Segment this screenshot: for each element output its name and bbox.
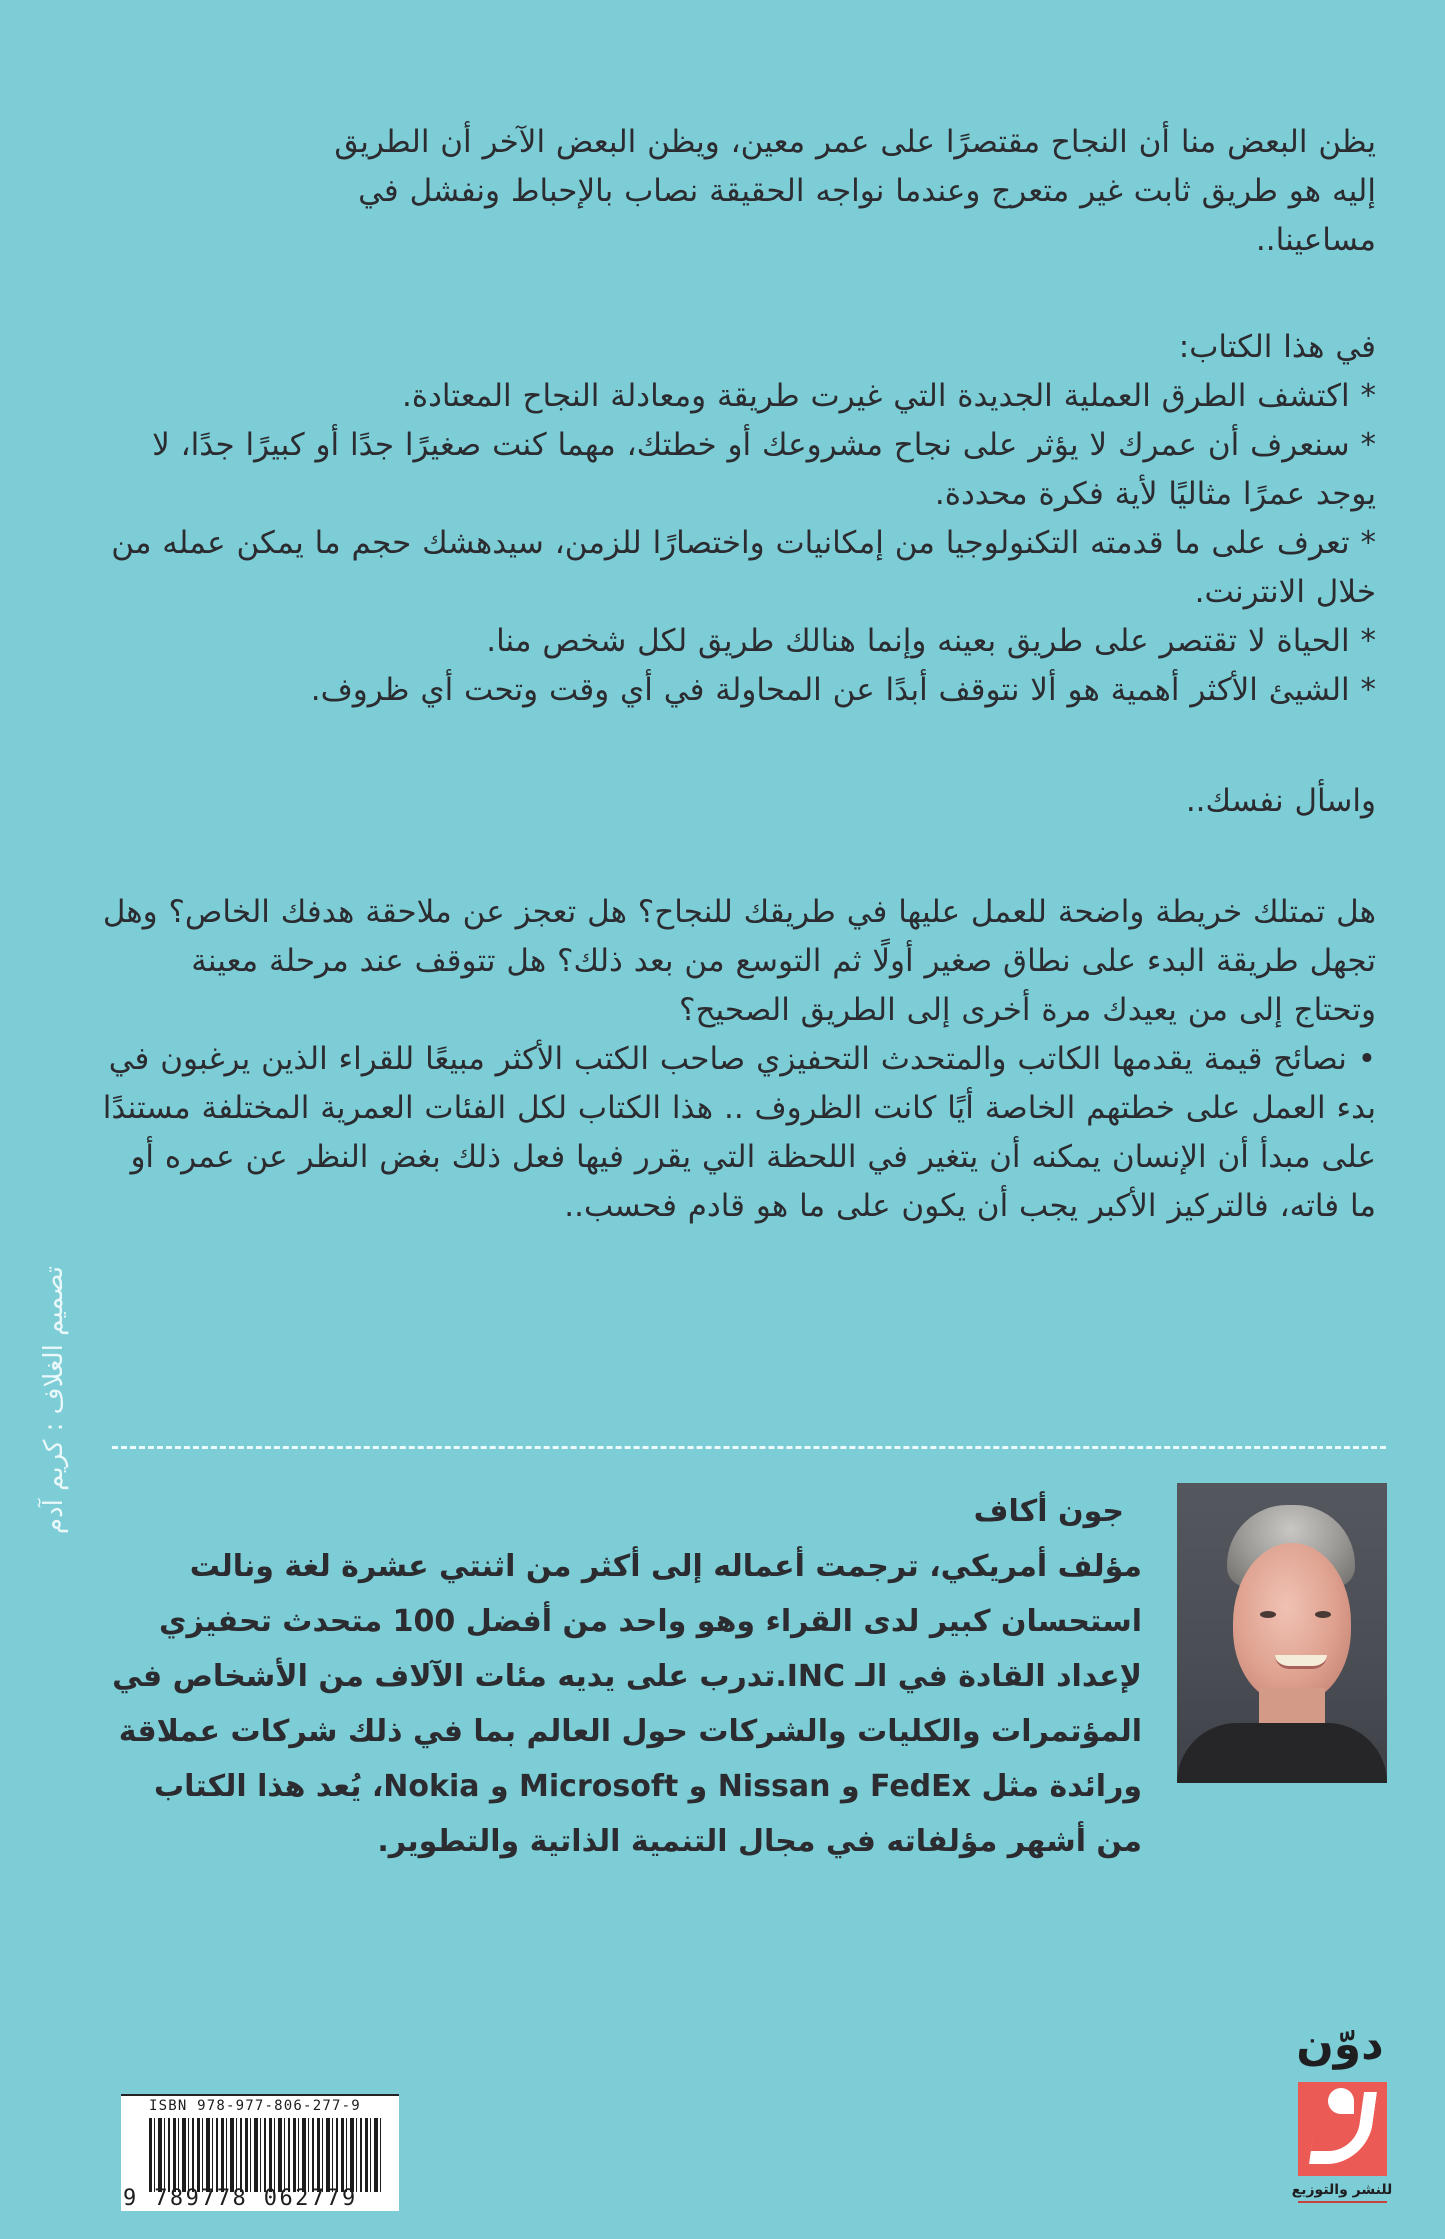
cover-design-credit: تصميم الغلاف : كريم آدم [39,1265,69,1535]
isbn-barcode [121,2094,399,2211]
bullet-item: * تعرف على ما قدمته التكنولوجيا من إمكانيات واختصارًا للزمن، سيدهشك حجم ما يمكن عمله من خلال الانترنت. [111,525,1376,610]
tagline-underline [1298,2201,1387,2203]
intro-line: يظن البعض منا أن النجاح مقتصرًا على عمر معين، ويظن البعض الآخر أن الطريق [334,124,1376,160]
bullet-item: * اكتشف الطرق العملية الجديدة التي غيرت طريقة ومعادلة النجاح المعتادة. [402,378,1376,414]
dashed-divider [112,1446,1386,1449]
publisher-mark-icon [1298,2082,1387,2176]
publisher-name: دوّن [1296,2019,1384,2070]
eye-shape [1260,1611,1276,1618]
ask-yourself: واسأل نفسك.. [1185,783,1376,819]
publisher-logo [1290,2012,1394,2212]
bullet-item: * الشيئ الأكثر أهمية هو ألا نتوقف أبدًا عن المحاولة في أي وقت وتحت أي ظروف. [310,672,1376,708]
blurb [100,118,1376,1231]
bullet-item: * سنعرف أن عمرك لا يؤثر على نجاح مشروعك أو خطتك، مهما كنت صغيرًا جدًا أو كبيرًا جدًا، لا يوجد عمرًا مثاليًا لأية فكرة محددة. [152,427,1376,512]
smile-shape [1275,1655,1327,1669]
shirt-shape [1177,1723,1387,1783]
isbn-label: ISBN 978-977-806-277-9 [149,2098,361,2114]
author-bio: مؤلف أمريكي، ترجمت أعماله إلى أكثر من اثنتي عشرة لغة ونالت استحسان كبير لدى القراء وهو واحد من أفضل 100 متحدث تحفيزي لإعداد القادة في الـ INC.تدرب على يديه مئات الآلاف من الأشخاص في المؤتمرات والكليات والشركات حول العالم بما في ذلك شركات عملاقة ورائدة مثل FedEx و Nissan و Microsoft و Nokia، يُعد هذا الكتاب من أشهر مؤلفاته في مجال التنمية الذاتية والتطوير. [112,1549,1142,1859]
author-bio-section [104,1484,1142,1869]
in-this-book-heading: في هذا الكتاب: [1178,329,1376,365]
eye-shape [1315,1611,1331,1618]
author-name: جون أكاف [973,1494,1124,1529]
intro-line: مساعينا.. [1255,222,1376,258]
face-shape [1233,1543,1351,1703]
author-photo [1177,1483,1387,1783]
intro-line: إليه هو طريق ثابت غير متعرج وعندما نواجه الحقيقة نصاب بالإحباط ونفشل في [358,173,1376,209]
barcode-bars-icon [149,2118,383,2192]
publisher-tagline: للنشر والتوزيع [1291,2182,1393,2198]
barcode-digits: 9 789778 062779 [123,2186,358,2211]
closing-bullet: • نصائح قيمة يقدمها الكاتب والمتحدث التحفيزي صاحب الكتب الأكثر مبيعًا للقراء الذين يرغبون في بدء العمل على خطتهم الخاصة أيًا كانت الظروف .. هذا الكتاب لكل الفئات العمرية المختلفة مستندًا على مبدأ أن الإنسان يمكنه أن يتغير في اللحظة التي يقرر فيها فعل ذلك بغض النظر عن عمره أو ما فاته، فالتركيز الأكبر يجب أن يكون على ما هو قادم فحسب.. [102,1041,1376,1224]
questions-paragraph: هل تمتلك خريطة واضحة للعمل عليها في طريقك للنجاح؟ هل تعجز عن ملاحقة هدفك الخاص؟ وهل تجهل طريقة البدء على نطاق صغير أولًا ثم التوسع من بعد ذلك؟ هل تتوقف عند مرحلة معينة وتحتاج إلى من يعيدك مرة أخرى إلى الطريق الصحيح؟ [102,894,1376,1028]
bullet-item: * الحياة لا تقتصر على طريق بعينه وإنما هنالك طريق لكل شخص منا. [486,623,1376,659]
